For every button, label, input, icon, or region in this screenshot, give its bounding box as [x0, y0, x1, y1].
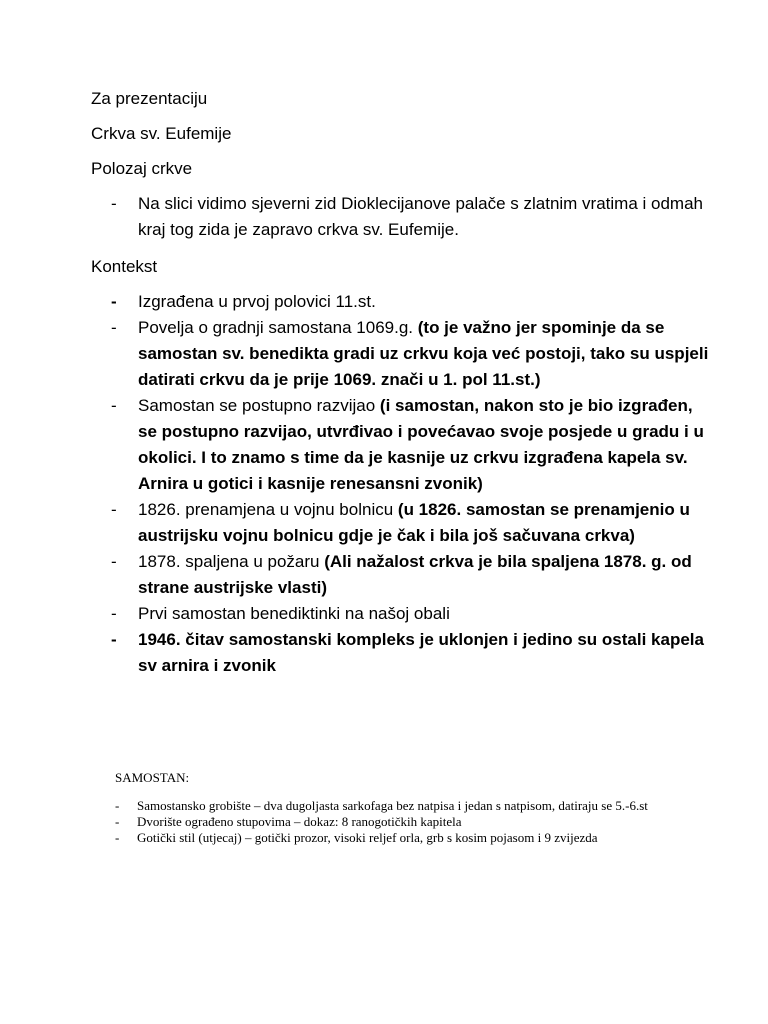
document-subtitle: Crkva sv. Eufemije: [91, 124, 232, 143]
samostan-list: [115, 798, 655, 846]
list-item: [111, 549, 711, 601]
list-item-bold-text: (Ali nažalost crkva je bila spaljena 1878. g. od strane austrijske vlasti): [138, 552, 692, 597]
list-item: [111, 191, 711, 243]
section-heading-kontekst: Kontekst: [91, 257, 158, 276]
list-item-bold-text: (i samostan, nakon sto je bio izgrađen, se postupno razvijao, utvrđivao i povećavao svoje posjede u gradu i u okolici. I to znamo s time da je kasnije uz crkvu izgrađena kapela sv. Arnira u gotici i kasnije renesansni zvonik): [138, 396, 704, 493]
bullet-dash: -: [115, 830, 120, 845]
list-item: [111, 627, 711, 679]
bullet-dash: -: [111, 630, 117, 649]
list-item: [115, 798, 655, 814]
bullet-dash: -: [115, 814, 120, 829]
bullet-dash: -: [111, 552, 117, 571]
polozaj-list: [111, 191, 711, 243]
list-item: [111, 289, 711, 315]
bullet-dash: -: [111, 318, 117, 337]
list-item: [115, 814, 655, 830]
list-item-text: Samostansko grobište – dva dugoljasta sarkofaga bez natpisa i jedan s natpisom, datiraju se 5.-6.st: [137, 798, 648, 813]
list-item-bold-text: (u 1826. samostan se prenamjenio u austrijsku vojnu bolnicu gdje je čak i bila još sačuvana crkva): [138, 500, 690, 545]
list-item: [111, 393, 711, 497]
list-item-text: Samostan se postupno razvijao: [138, 396, 380, 415]
list-item-bold-text: 1946. čitav samostanski kompleks je uklonjen i jedino su ostali kapela sv arnira i zvonik: [138, 630, 704, 675]
list-item: [111, 497, 711, 549]
bullet-dash: -: [111, 396, 117, 415]
list-item: [111, 601, 711, 627]
bullet-dash: -: [115, 798, 120, 813]
bullet-dash: -: [111, 500, 117, 519]
list-item-bold-text: (to je važno jer spominje da se samostan sv. benedikta gradi uz crkvu koja već postoji, tako su uspjeli datirati crkvu da je prije 1069. znači u 1. pol 11.st.): [138, 318, 709, 389]
bullet-dash: -: [111, 292, 117, 311]
kontekst-list: [111, 289, 711, 679]
list-item-text: 1826. prenamjena u vojnu bolnicu: [138, 500, 398, 519]
list-item-text: 1878. spaljena u požaru: [138, 552, 325, 571]
list-item-text: Na slici vidimo sjeverni zid Dioklecijanove palače s zlatnim vratima i odmah kraj tog zida je zapravo crkva sv. Eufemije.: [138, 194, 703, 239]
section-heading-samostan: SAMOSTAN:: [115, 770, 190, 785]
list-item-text: Izgrađena u prvoj polovici 11.st.: [138, 292, 376, 311]
bullet-dash: -: [111, 194, 117, 213]
document-title: Za prezentaciju: [91, 89, 208, 108]
list-item-text: Povelja o gradnji samostana 1069.g.: [138, 318, 418, 337]
bullet-dash: -: [111, 604, 117, 623]
list-item: [115, 830, 655, 846]
list-item-text: Gotički stil (utjecaj) – gotički prozor, visoki reljef orla, grb s kosim pojasom i 9 zvijezda: [137, 830, 598, 845]
list-item-text: Prvi samostan benediktinki na našoj obali: [138, 604, 450, 623]
list-item-text: Dvorište ograđeno stupovima – dokaz: 8 ranogotičkih kapitela: [137, 814, 462, 829]
section-heading-polozaj: Polozaj crkve: [91, 159, 193, 178]
list-item: [111, 315, 711, 393]
